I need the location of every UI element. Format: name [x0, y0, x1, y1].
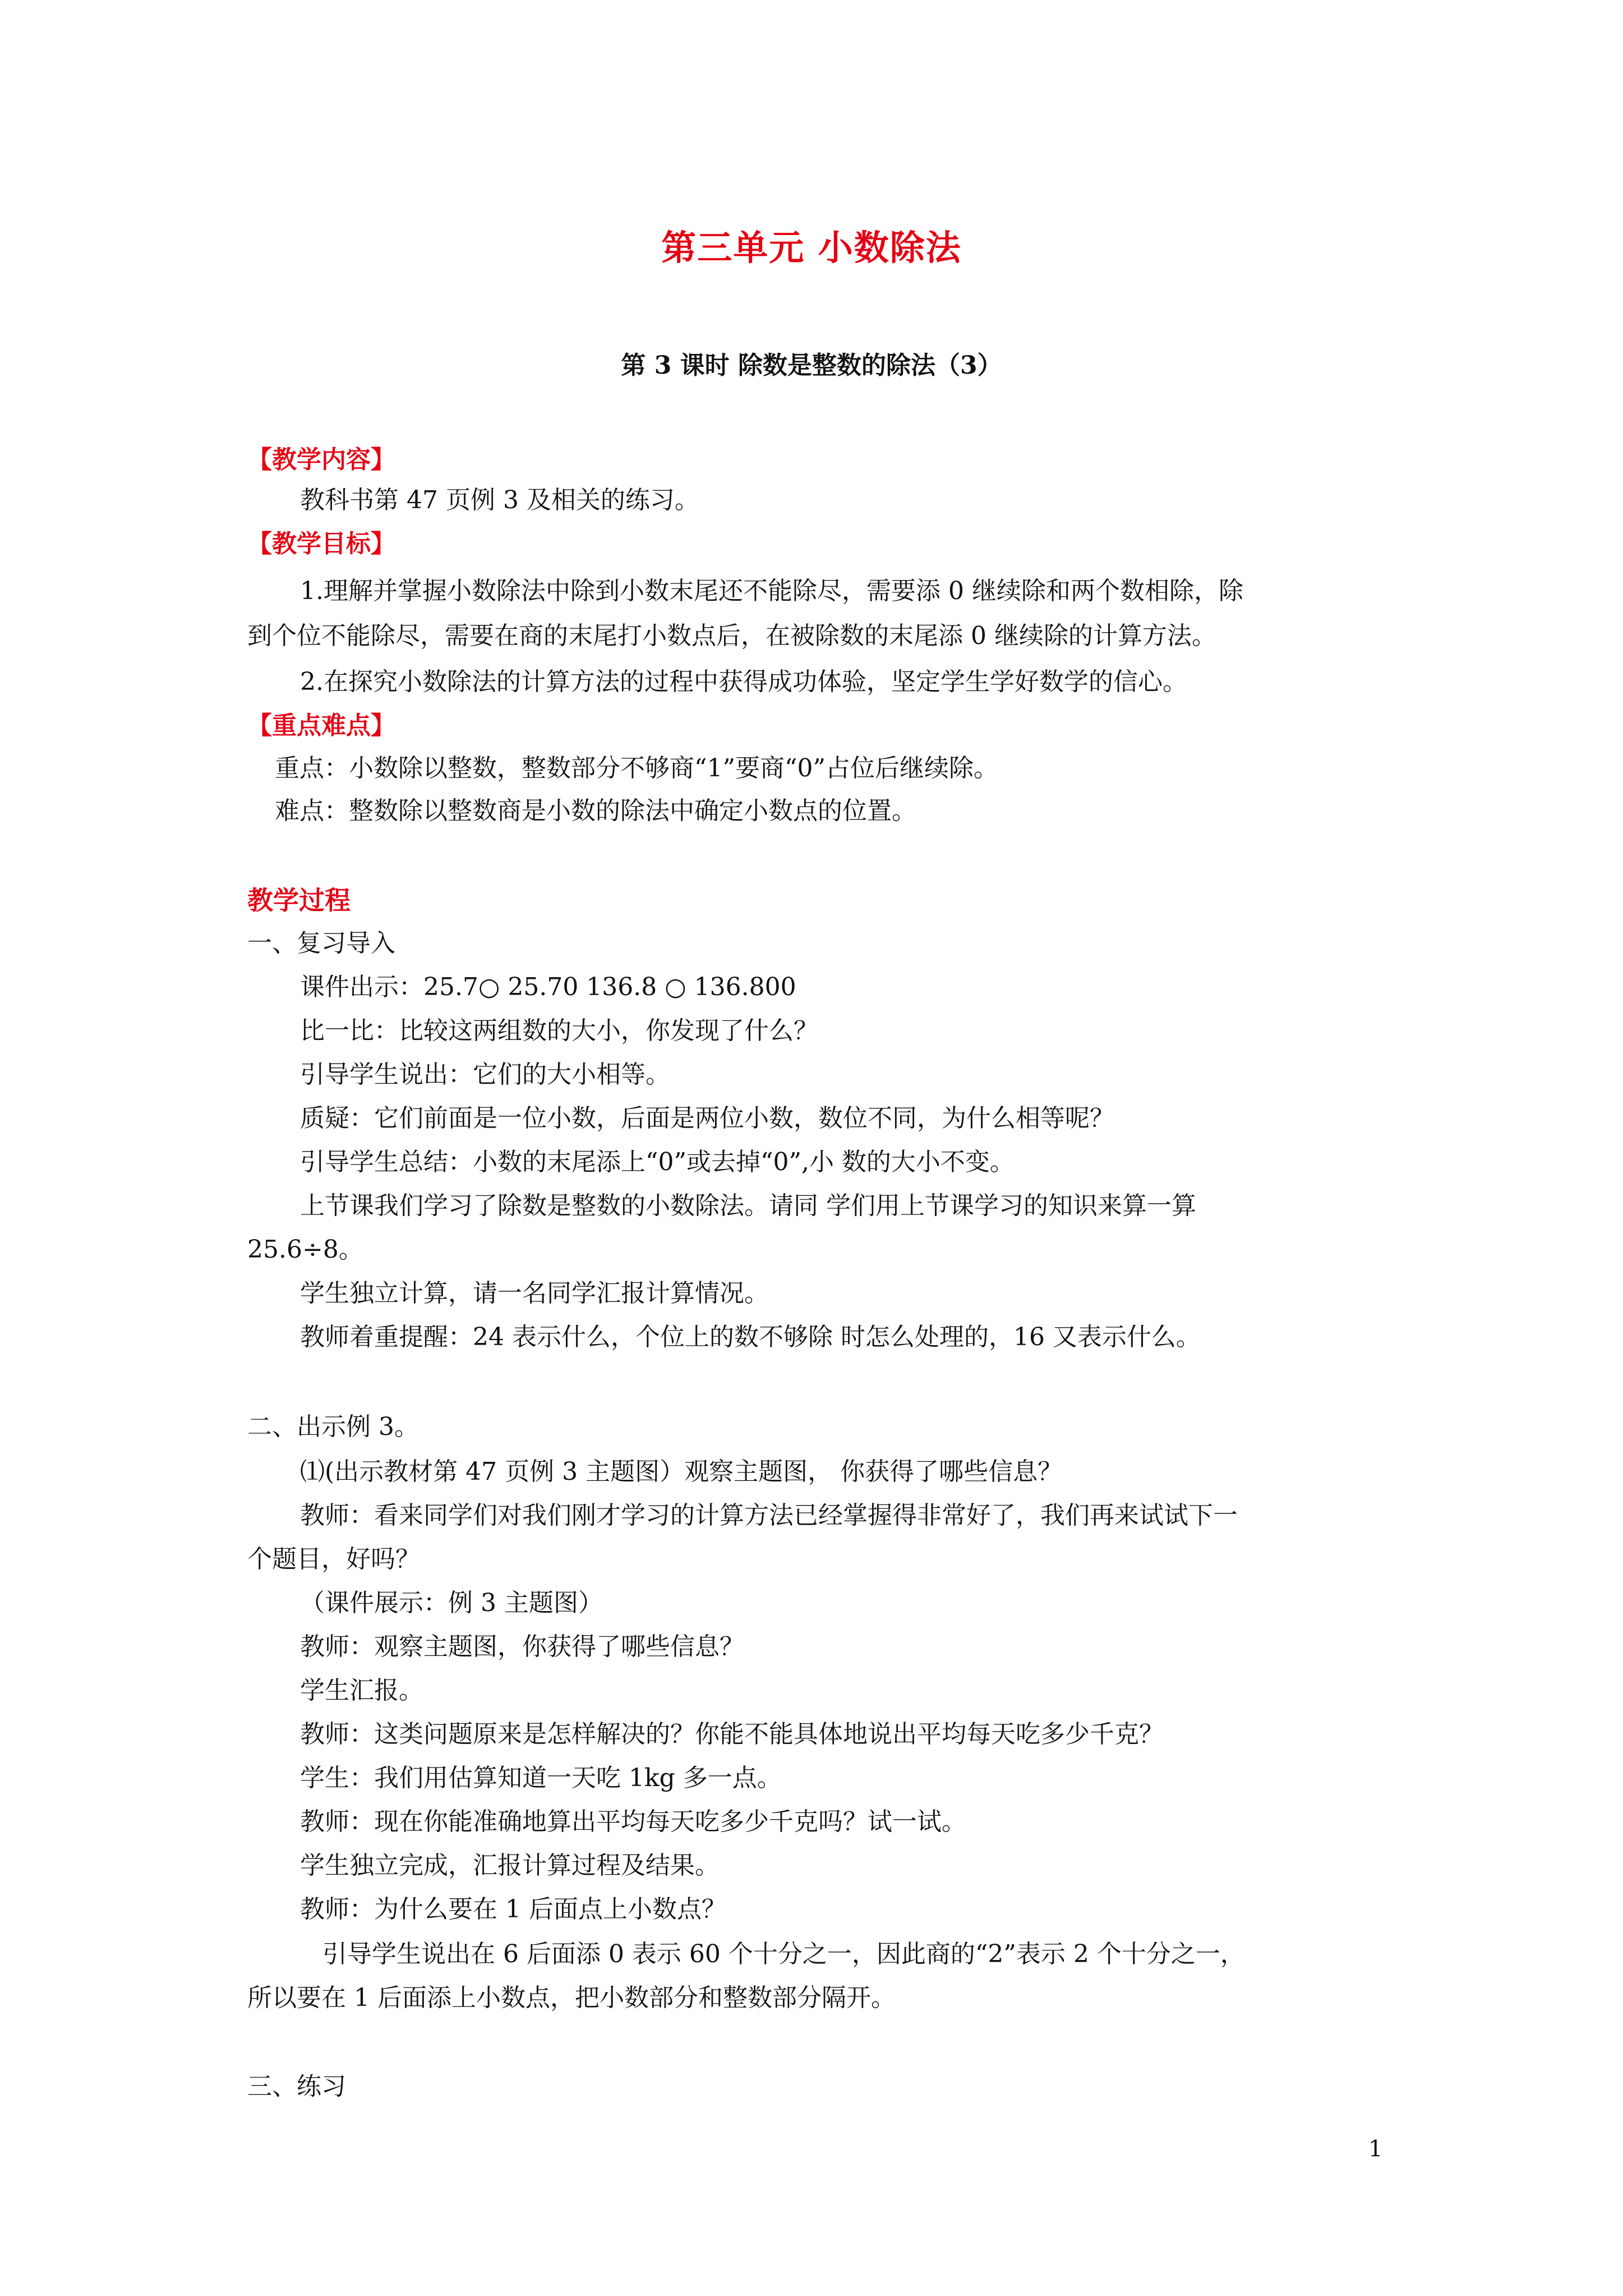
- content-text: 教科书第 47 页例 3 及相关的练习。: [300, 486, 699, 514]
- part2-line-1: ⑴(出示教材第 47 页例 3 主题图）观察主题图， 你获得了哪些信息？: [300, 1457, 1063, 1486]
- part2-line-13: 所以要在 1 后面添上小数点，把小数部分和整数部分隔开。: [247, 1984, 896, 2012]
- part1-line-5: 引导学生总结：小数的末尾添上“0”或去掉“0”,小 数的大小不变。: [300, 1148, 1015, 1176]
- part1-heading: 一、复习导入: [247, 929, 395, 958]
- part2-line-5: 教师：观察主题图，你获得了哪些信息？: [300, 1632, 744, 1661]
- part1-line-6: 上节课我们学习了除数是整数的小数除法。请同 学们用上节课学习的知识来算一算: [300, 1191, 1196, 1220]
- part2-line-10: 学生独立完成，汇报计算过程及结果。: [300, 1851, 720, 1880]
- part2-line-6: 学生汇报。: [300, 1676, 423, 1705]
- part2-line-7: 教师：这类问题原来是怎样解决的？你能不能具体地说出平均每天吃多少千克？: [300, 1720, 1164, 1749]
- page-number: 1: [1368, 2136, 1383, 2162]
- part2-heading: 二、出示例 3。: [247, 1412, 419, 1441]
- key-point: 重点：小数除以整数，整数部分不够商“1”要商“0”占位后继续除。: [275, 754, 998, 783]
- process-heading: 教学过程: [247, 885, 351, 915]
- content-heading: 【教学内容】: [247, 445, 395, 474]
- part3-heading: 三、练习: [247, 2072, 346, 2101]
- difficult-point: 难点：整数除以整数商是小数的除法中确定小数点的位置。: [275, 797, 916, 825]
- goals-heading: 【教学目标】: [247, 530, 395, 558]
- part2-line-4: （课件展示：例 3 主题图）: [300, 1589, 603, 1617]
- part2-line-8: 学生：我们用估算知道一天吃 1kg 多一点。: [300, 1764, 782, 1792]
- part2-line-3: 个题目，好吗？: [247, 1545, 420, 1573]
- goal-1-line-2: 到个位不能除尽，需要在商的末尾打小数点后，在被除数的末尾添 0 继续除的计算方法。: [247, 622, 1216, 650]
- part1-line-1: 课件出示：25.7○ 25.70 136.8 ○ 136.800: [300, 973, 796, 1001]
- key-difficult-heading: 【重点难点】: [247, 711, 395, 740]
- lesson-title: 第 3 课时 除数是整数的除法（3）: [621, 351, 1002, 380]
- part1-line-7: 25.6÷8。: [247, 1235, 363, 1264]
- part1-line-2: 比一比：比较这两组数的大小，你发现了什么？: [300, 1016, 818, 1045]
- goal-1-line-1: 1.理解并掌握小数除法中除到小数末尾还不能除尽，需要添 0 继续除和两个数相除，除: [300, 577, 1243, 605]
- part2-line-9: 教师：现在你能准确地算出平均每天吃多少千克吗？试一试。: [300, 1807, 966, 1836]
- unit-title: 第三单元 小数除法: [661, 227, 962, 268]
- part1-line-9: 教师着重提醒：24 表示什么，个位上的数不够除 时怎么处理的，16 又表示什么。: [300, 1323, 1201, 1351]
- part1-line-3: 引导学生说出：它们的大小相等。: [300, 1060, 670, 1089]
- part2-line-2: 教师：看来同学们对我们刚才学习的计算方法已经掌握得非常好了，我们再来试试下一: [300, 1501, 1238, 1530]
- part1-line-4: 质疑：它们前面是一位小数，后面是两位小数，数位不同，为什么相等呢？: [300, 1104, 1114, 1133]
- part1-line-8: 学生独立计算，请一名同学汇报计算情况。: [300, 1279, 769, 1308]
- part2-line-12: 引导学生说出在 6 后面添 0 表示 60 个十分之一，因此商的“2”表示 2 个十分之一，: [322, 1940, 1245, 1968]
- goal-2: 2.在探究小数除法的计算方法的过程中获得成功体验，坚定学生学好数学的信心。: [300, 668, 1187, 696]
- part2-line-11: 教师：为什么要在 1 后面点上小数点？: [300, 1895, 726, 1924]
